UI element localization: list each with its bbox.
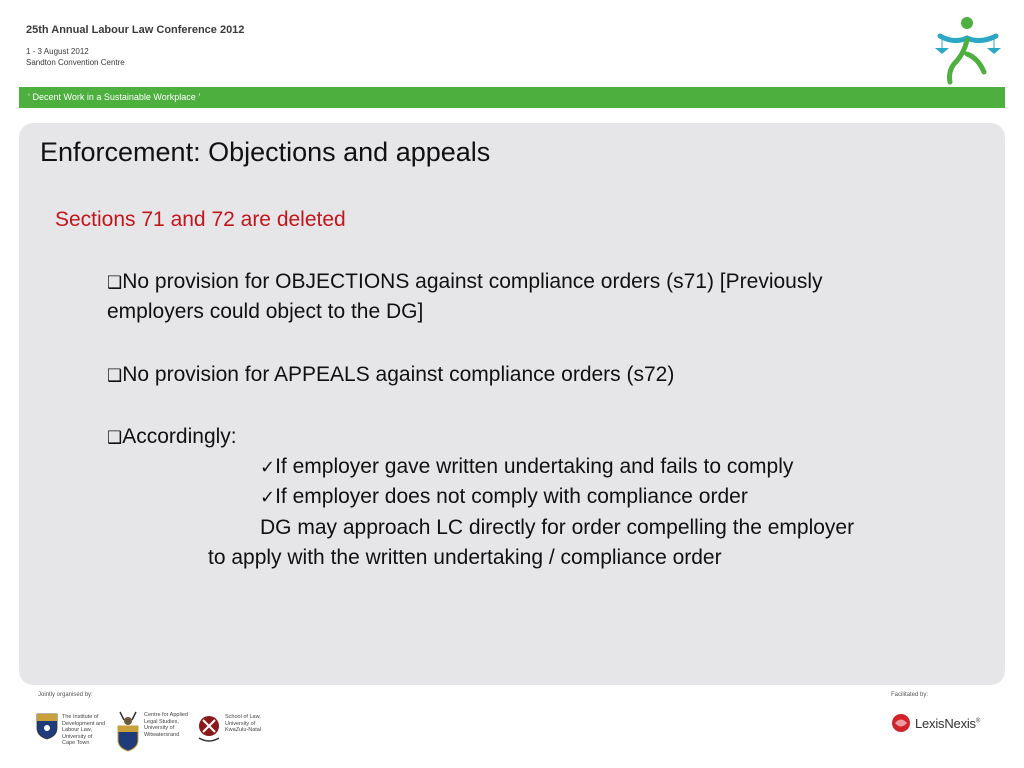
bullet-objections-continued: employers could object to the DG]: [107, 300, 424, 323]
org-uct-text: The Institute of Development and Labour Law, University of Cape Town: [62, 714, 106, 746]
org-uct: [36, 712, 105, 747]
conference-venue: Sandton Convention Centre: [26, 58, 125, 67]
theme-text: ‘ Decent Work in a Sustainable Workplace ’: [28, 92, 201, 102]
org-wits: [116, 710, 188, 752]
org-ukzn-text: School of Law, University of KwaZulu-Natal: [225, 714, 262, 733]
scales-figure-logo-icon: [934, 14, 1012, 86]
bullet-appeals-text: No provision for APPEALS against compliance orders (s72): [122, 363, 675, 386]
facilitated-by-label: Facilitated by:: [891, 692, 929, 698]
checkbox-bullet-icon: ❑: [107, 366, 123, 386]
checkbox-bullet-icon: ❑: [107, 273, 123, 293]
jointly-organised-label: Jointly organised by:: [38, 692, 93, 698]
org-wits-text: Centre for Applied Legal Studies, University of Witwatersrand: [144, 712, 189, 738]
bullet-objections: [107, 267, 823, 298]
conference-title: 25th Annual Labour Law Conference 2012: [26, 24, 245, 36]
lexisnexis-swirl-icon: [891, 713, 911, 733]
wits-crest-icon: [116, 710, 140, 752]
org-ukzn: [197, 712, 261, 744]
bullet-objections-text: No provision for OBJECTIONS against compliance orders (s71) [Previously: [122, 270, 823, 293]
sub-bullet-compliance: [260, 482, 748, 513]
theme-banner: [19, 87, 1005, 108]
lexisnexis-text: LexisNexis®: [915, 715, 981, 731]
bullet-appeals: [107, 360, 674, 391]
bullet-accordingly-text: Accordingly:: [122, 425, 237, 448]
checkbox-bullet-icon: ❑: [107, 428, 123, 448]
bullet-accordingly: [107, 422, 237, 453]
paragraph-line-2: to apply with the written undertaking / compliance order: [208, 546, 722, 569]
uct-crest-icon: [36, 712, 58, 740]
lexisnexis-logo: [891, 713, 980, 733]
slide-title: Enforcement: Objections and appeals: [40, 137, 491, 167]
slide-subtitle: Sections 71 and 72 are deleted: [55, 208, 346, 231]
check-icon: ✓: [260, 457, 276, 478]
check-icon: ✓: [260, 487, 276, 508]
sub-bullet-compliance-text: If employer does not comply with compliance order: [275, 485, 748, 508]
sub-bullet-undertaking-text: If employer gave written undertaking and fails to comply: [275, 455, 794, 478]
paragraph-line-1: DG may approach LC directly for order compelling the employer: [260, 516, 855, 539]
ukzn-crest-icon: [197, 712, 221, 744]
conference-dates: 1 - 3 August 2012: [26, 47, 89, 56]
sub-bullet-undertaking: [260, 452, 793, 483]
